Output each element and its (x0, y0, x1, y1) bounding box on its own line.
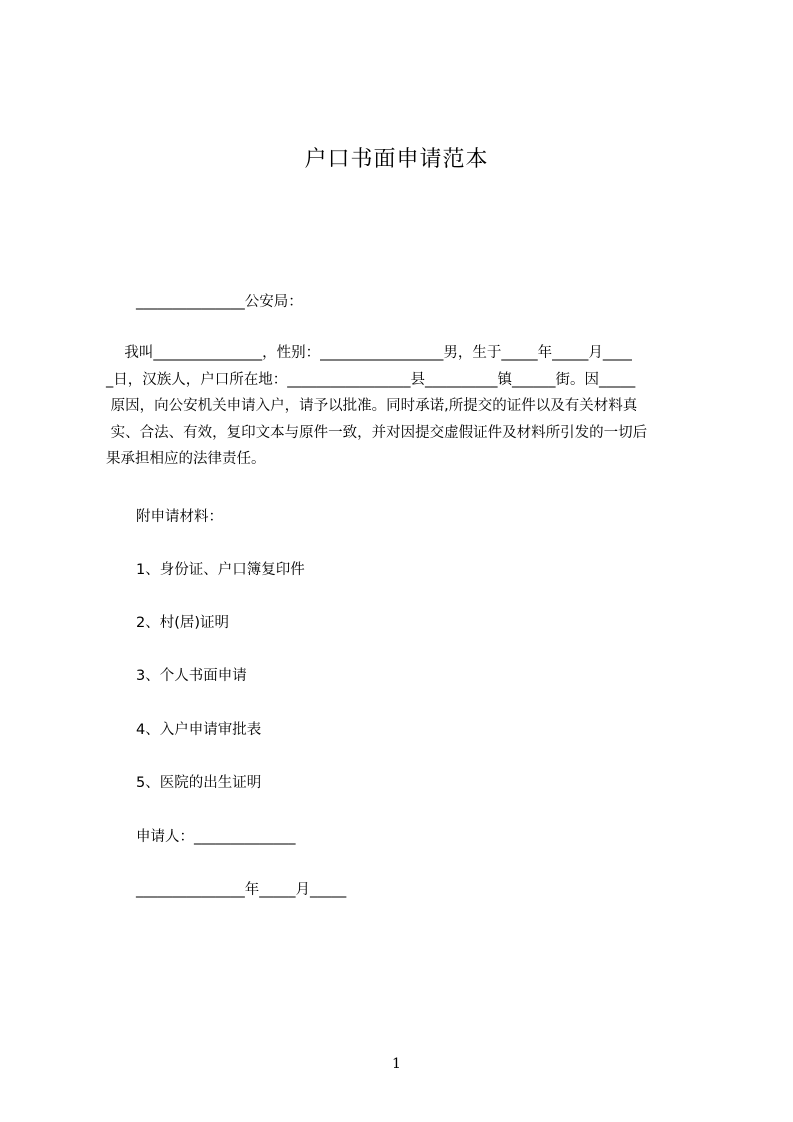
applicant-signature-line: 申请人：______________ (136, 829, 296, 845)
attachment-item: 1、身份证、户口簿复印件 (136, 562, 305, 578)
attachment-item: 2、村(居)证明 (136, 615, 230, 631)
document-title: 户口书面申请范本 (304, 147, 489, 172)
application-body (106, 340, 706, 473)
date-line: _______________年_____月_____ (136, 882, 347, 898)
attachment-item: 3、个人书面申请 (136, 668, 247, 684)
body-line: 实、合法、有效，复印文本与原件一致，并对因提交虚假证件及材料所引发的一切后 (106, 424, 648, 441)
body-line: 原因，向公安机关申请入户，请予以批准。同时承诺,所提交的证件以及有关材料真 (106, 398, 638, 414)
attachment-item: 5、医院的出生证明 (136, 775, 262, 791)
attachments-heading: 附申请材料： (136, 509, 223, 525)
addressee-line: _______________公安局： (136, 294, 303, 310)
body-line: 我叫_______________，性别：_________________男，生于_____年_____月____ (106, 345, 632, 361)
body-line: _日，汉族人，户口所在地：_________________县__________镇______街。因_____ (106, 371, 636, 388)
attachment-item: 4、入户申请审批表 (136, 722, 262, 738)
body-line: 果承担相应的法律责任。 (106, 451, 266, 467)
page-number: 1 (392, 1056, 401, 1072)
